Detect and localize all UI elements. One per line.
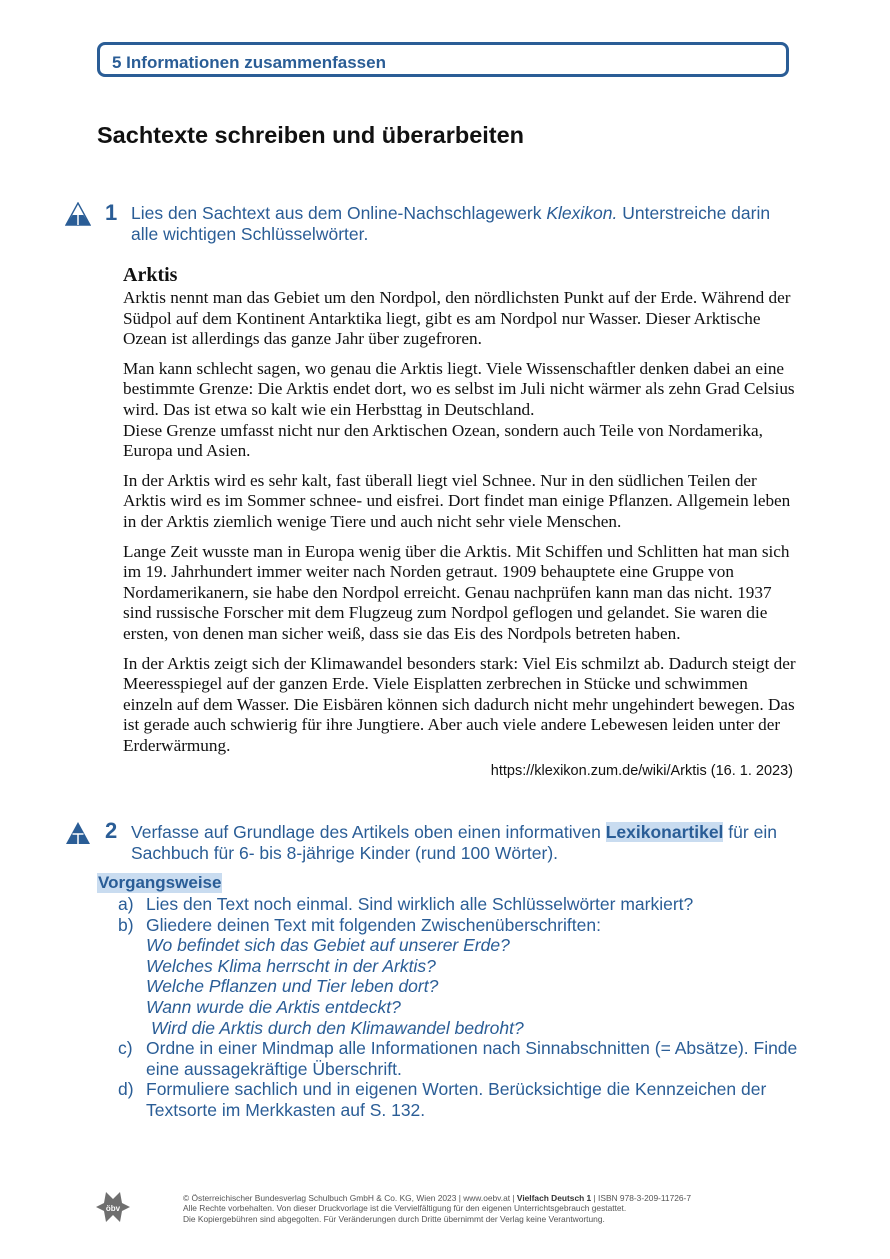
chapter-title: 5 Informationen zusammenfassen	[112, 53, 386, 72]
task-number: 1	[105, 200, 118, 225]
footer-copyright	[183, 1193, 691, 1203]
difficulty-level-icon	[65, 821, 91, 845]
step-b	[118, 915, 798, 1039]
article-paragraph: In der Arktis zeigt sich der Klimawandel besonders stark: Viel Eis schmilzt ab. Dadurch steigt der Meeresspiegel auf der ganzen Erde. Viele Eisplatten zerbrechen in Stücke und schwimmen einzeln auf dem Wasser. Die Eisbären können sich dadurch nicht mehr ungehindert bewegen. Das ist gerade auch schwierig für ihre Jungtiere. Aber auch viele andere Lebewesen leiden unter der Erderwärmung.	[123, 653, 796, 755]
footer-rights: Alle Rechte vorbehalten. Von dieser Druckvorlage ist die Vervielfältigung für den eigenen Unterrichtsgebrauch gestattet.	[183, 1203, 627, 1214]
subheading-question: Welche Pflanzen und Tier leben dort?	[146, 976, 439, 997]
chapter-header-box	[97, 42, 789, 77]
page-title: Sachtexte schreiben und überarbeiten	[97, 122, 525, 148]
subheading-question: Wann wurde die Arktis entdeckt?	[146, 996, 401, 1017]
step-d	[118, 1079, 798, 1120]
method-heading: Vorgangsweise	[98, 873, 222, 892]
task-instruction	[131, 822, 796, 864]
task-instruction	[131, 203, 796, 245]
step-a	[118, 894, 798, 915]
difficulty-level-icon	[65, 202, 91, 226]
subheading-question: Wo befindet sich das Gebiet auf unserer Erde?	[146, 935, 510, 956]
article-sentence: Man kann schlecht sagen, wo genau die Arktis liegt. Viele Wissenschaftler denken dabei an eine bestimmte Grenze: Die Arktis endet dort, wo es selbst im Juli nicht wärmer als zehn Grad Celsius wird. Das ist etwa so kalt wie ein Herbsttag in Deutschland.	[123, 358, 795, 419]
method-steps	[118, 894, 798, 1121]
step-label: d)	[118, 1079, 134, 1100]
task-text: Lies den Sachtext aus dem Online-Nachschlagewerk	[131, 203, 547, 223]
footer-disclaimer: Die Kopiergebühren sind abgegolten. Für Veränderungen durch Dritte übernimmt der Verlag keine Verantwortung.	[183, 1213, 605, 1224]
publisher-logo	[96, 1190, 130, 1228]
book-title: Vielfach Deutsch 1	[516, 1193, 592, 1203]
step-label: a)	[118, 894, 134, 914]
footer-text: | ISBN 978-3-209-11726-7	[591, 1193, 692, 1203]
footer-text: © Österreichischer Bundesverlag Schulbuch GmbH & Co. KG, Wien 2023 | www.oebv.at |	[183, 1193, 517, 1203]
task-text: für ein Sachbuch für 6- bis 8-jährige Kinder (rund 100 Wörter).	[131, 822, 777, 863]
step-label: c)	[118, 1038, 133, 1059]
task-number: 2	[105, 818, 118, 843]
subheading-question: Wird die Arktis durch den Klimawandel bedroht?	[151, 1017, 524, 1038]
article-sentence: Diese Grenze umfasst nicht nur den Arktischen Ozean, sondern auch Teile von Nordamerika, Europa und Asien.	[123, 420, 763, 461]
step-text: Lies den Text noch einmal. Sind wirklich alle Schlüsselwörter markiert?	[146, 894, 694, 914]
article-paragraph: Arktis nennt man das Gebiet um den Nordpol, den nördlichsten Punkt auf der Erde. Während der Südpol auf dem Kontinent Antarktika liegt, gibt es am Nordpol nur Wasser. Dieser Arktische Ozean ist allerdings das ganze Jahr über zugefroren.	[123, 288, 791, 349]
step-label: b)	[118, 914, 134, 935]
subheading-question: Welches Klima herrscht in der Arktis?	[146, 955, 436, 976]
task-text: Unterstreiche darin alle wichtigen Schlüsselwörter.	[131, 203, 771, 244]
step-text: Gliedere deinen Text mit folgenden Zwischenüberschriften:	[146, 914, 601, 935]
article-paragraph: In der Arktis wird es sehr kalt, fast überall liegt viel Schnee. Nur in den südlichen Teilen der Arktis wird es im Sommer schnee- und eisfrei. Dort findet man einige Pflanzen. Allgemein leben in der Arktis ziemlich wenige Tiere und auch nicht sehr viele Menschen.	[123, 470, 791, 531]
highlighted-term: Lexikonartikel	[605, 822, 724, 842]
step-text: Ordne in einer Mindmap alle Informationen nach Sinnabschnitten (= Absätze). Finde eine aussagekräftige Überschrift.	[146, 1038, 798, 1079]
source-name: Klexikon.	[546, 203, 618, 223]
footer	[183, 1193, 691, 1224]
article	[123, 263, 798, 765]
logo-text: öbv	[105, 1204, 121, 1213]
source-citation: https://klexikon.zum.de/wiki/Arktis (16. 1. 2023)	[490, 763, 793, 779]
article-title: Arktis	[123, 264, 178, 286]
article-paragraph	[123, 359, 798, 462]
article-paragraph: Lange Zeit wusste man in Europa wenig über die Arktis. Mit Schiffen und Schlitten hat man sich im 19. Jahrhundert immer weiter nach Norden getraut. 1909 behauptete eine Gruppe von Nordamerikanern, sie habe den Nordpol erreicht. Genau nachprüfen kann man das nicht. 1937 sind russische Forscher mit dem Flugzeug zum Nordpol geflogen und gelandet. Sie waren die ersten, von denen man sicher weiß, dass sie das Eis des Nordpols betreten haben.	[123, 541, 790, 643]
step-c	[118, 1038, 798, 1079]
step-text: Formuliere sachlich und in eigenen Worten. Berücksichtige die Kennzeichen der Textsorte im Merkkasten auf S. 132.	[146, 1079, 767, 1120]
task-text: Verfasse auf Grundlage des Artikels oben einen informativen	[131, 822, 606, 842]
